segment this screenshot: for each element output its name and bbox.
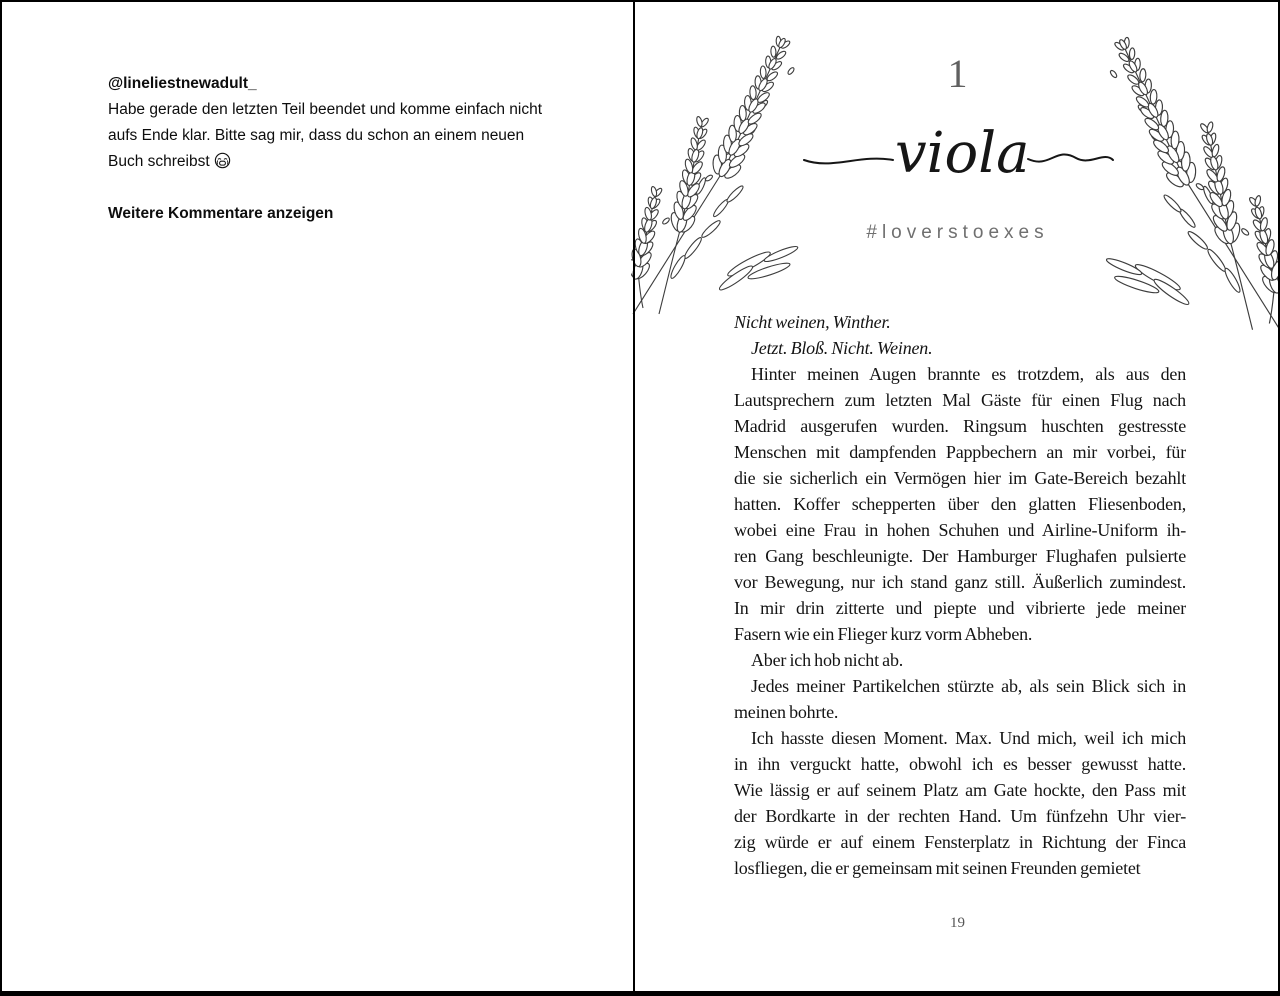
comment-text: Habe gerade den letzten Teil beendet und komme einfach nicht [108, 101, 543, 118]
paragraph [734, 335, 1186, 361]
chapter-title-calligraphy [798, 104, 1118, 199]
body-line: Fasern wie ein Flieger kurz vorm Abheben. [734, 624, 1033, 644]
body-line: losfliegen, die er gemeinsam mit seinen Freunden gemietet [734, 858, 1141, 878]
chapter-number: 1 [947, 51, 968, 96]
paragraph [734, 647, 1186, 673]
chapter-hashtag: #loverstoexes [866, 222, 1049, 243]
comment-username[interactable]: @lineliestnewadult_ [108, 75, 257, 92]
body-line: Aber ich hob nicht ab. [751, 650, 904, 670]
left-page [0, 0, 633, 996]
body-line: Madrid ausgerufen wurden. Ringsum huschten gestresste [734, 416, 1186, 436]
body-line: meinen bohrte. [734, 702, 839, 722]
comment-line [108, 149, 598, 175]
lavender-illustration-left [631, 16, 821, 316]
body-line: hatten. Koffer schepperten über den glatten Fliesenboden, [734, 494, 1186, 514]
body-line: Menschen mit dampfenden Pappbechern an mir vorbei, für [734, 442, 1186, 462]
paragraph [734, 725, 1186, 881]
body-line: Hinter meinen Augen brannte es trotzdem, als aus den [751, 364, 1186, 384]
page-gutter-divider [633, 0, 635, 996]
chapter-body-text [734, 309, 1186, 881]
comment-text: aufs Ende klar. Bitte sag mir, dass du schon an einem neuen [108, 127, 525, 144]
more-comments-button[interactable]: Weitere Kommentare anzeigen [108, 205, 334, 222]
comment-line [108, 97, 598, 123]
paragraph [734, 361, 1186, 647]
page-number: 19 [950, 915, 965, 931]
body-line: Jetzt. Bloß. Nicht. Weinen. [751, 338, 933, 358]
body-line: Wie lässig er auf seinem Platz am Gate hockte, den Pass mit [734, 780, 1186, 800]
body-line: ren Gang beschleunigte. Der Hamburger Flughafen pulsierte [734, 546, 1186, 566]
body-line: in ihn verguckt hatte, obwohl ich es besser gewusst hatte. [734, 754, 1186, 774]
lavender-illustration-right [1082, 16, 1280, 332]
body-line: der Bordkarte in der rechten Hand. Um fünfzehn Uhr vier- [734, 806, 1186, 826]
comment-text: Buch schreibst [108, 153, 210, 170]
body-line: zig würde er auf einem Fensterplatz in Richtung der Finca [734, 832, 1186, 852]
body-line: Nicht weinen, Winther. [734, 312, 891, 332]
body-line: vor Bewegung, nur ich stand ganz still. Äußerlich zumindest. [734, 572, 1186, 592]
reader-comment [108, 71, 598, 227]
body-line: Jedes meiner Partikelchen stürzte ab, als sein Blick sich in [751, 676, 1186, 696]
crying-emoji-icon [214, 152, 231, 169]
paragraph [734, 673, 1186, 725]
body-line: Lautsprechern zum letzten Mal Gäste für einen Flug nach [734, 390, 1186, 410]
right-page [635, 0, 1280, 996]
chapter-title: viola [894, 121, 1030, 186]
body-line: die sie sicherlich ein Vermögen hier im Gate-Bereich bezahlt [734, 468, 1186, 488]
body-line: In mir drin zitterte und piepte und vibrierte jede meiner [734, 598, 1186, 618]
comment-line [108, 123, 598, 149]
body-line: Ich hasste diesen Moment. Max. Und mich, weil ich mich [751, 728, 1186, 748]
body-line: wobei eine Frau in hohen Schuhen und Airline-Uniform ih- [734, 520, 1186, 540]
